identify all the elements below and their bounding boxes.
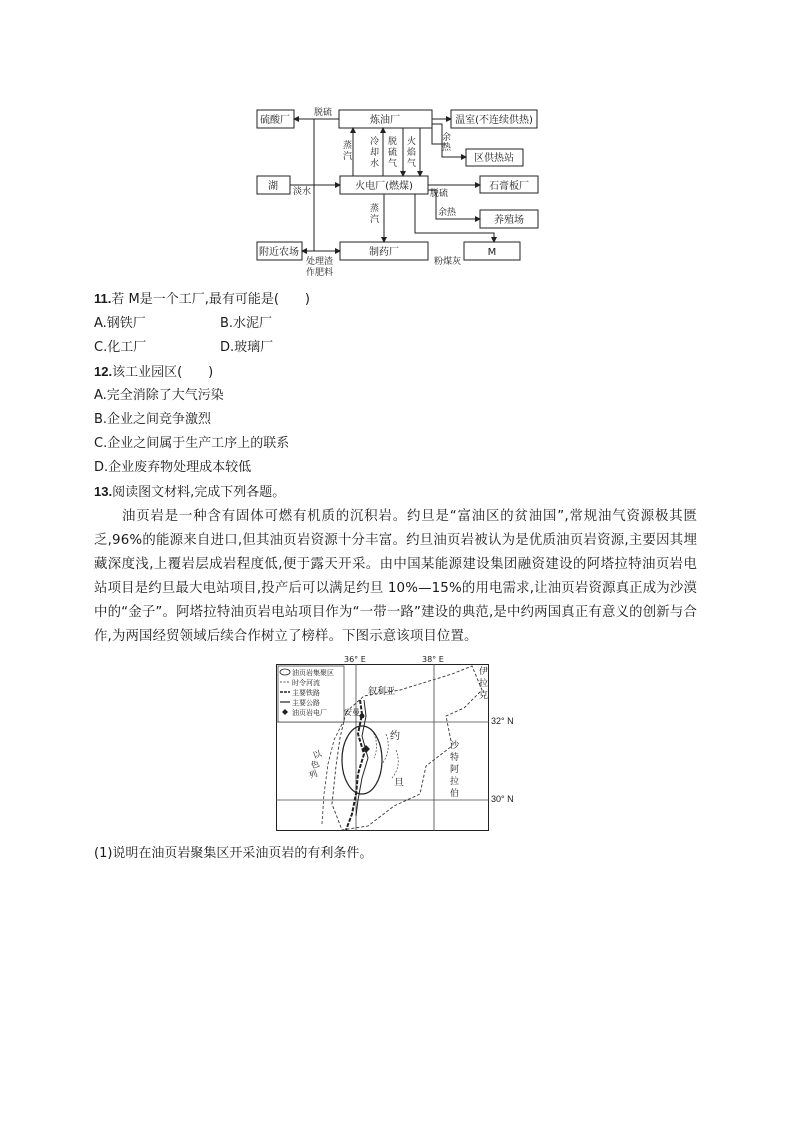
label-fresh-water: 淡水 xyxy=(293,187,312,197)
q11-option-b[interactable]: B.水泥厂 xyxy=(220,316,273,331)
node-sulfuric: 硫酸厂 xyxy=(260,115,290,126)
saudi-label-3: 阿 xyxy=(450,765,460,775)
label-desulfur-gas-3: 气 xyxy=(388,159,398,169)
israel-label-3: 列 xyxy=(307,769,320,782)
label-cooling-3: 水 xyxy=(370,159,380,169)
jordan-location-map xyxy=(276,654,490,832)
node-heating-station: 区供热站 xyxy=(474,153,514,164)
label-desulfur-gas-1: 脱 xyxy=(388,137,398,147)
industrial-park-flow-diagram xyxy=(250,104,550,276)
label-cooling-1: 冷 xyxy=(370,137,380,147)
label-waste-heat-right: 余热 xyxy=(438,208,457,218)
jordan-label-1: 约 xyxy=(390,731,400,742)
node-breeding-farm: 养殖场 xyxy=(494,215,524,226)
label-flare-3: 气 xyxy=(407,159,417,169)
label-steam-left-2: 汽 xyxy=(343,152,353,162)
amman-label: 安曼 xyxy=(344,708,360,717)
q12-option-a[interactable]: A.完全消除了大气污染 xyxy=(94,388,224,403)
q12-stem: 12.该工业园区( ) xyxy=(94,364,214,380)
label-flare-2: 焰 xyxy=(407,148,417,158)
q12-option-d[interactable]: D.企业废弃物处理成本较低 xyxy=(94,460,252,475)
legend-oilshale: 油页岩集聚区 xyxy=(292,669,334,677)
saudi-label-5: 伯 xyxy=(450,789,460,799)
saudi-label-4: 拉 xyxy=(450,777,460,787)
legend-plant: 油页岩电厂 xyxy=(292,709,327,717)
label-desulfur-gas-2: 硫 xyxy=(388,148,398,158)
label-desulfur-top: 脱硫 xyxy=(313,108,333,118)
legend-road: 主要公路 xyxy=(292,699,320,707)
q11-option-c[interactable]: C.化工厂 xyxy=(94,340,147,355)
saudi-label-2: 特 xyxy=(450,753,460,763)
label-steam-bottom-1: 蒸 xyxy=(370,204,380,214)
label-waste-heat-top-2: 热 xyxy=(442,143,452,153)
q12-option-c[interactable]: C.企业之间属于生产工序上的联系 xyxy=(94,436,290,451)
israel-label-1: 以 xyxy=(311,749,324,762)
israel-label-2: 色 xyxy=(309,759,322,772)
jordan-label-2: 旦 xyxy=(394,778,404,789)
label-residue-2: 作肥料 xyxy=(306,268,334,276)
iraq-label-3: 克 xyxy=(479,691,489,701)
q11-stem: 11.若 M是一个工厂,最有可能是( ) xyxy=(94,291,310,307)
node-refinery: 炼油厂 xyxy=(370,115,400,126)
node-gypsum: 石膏板厂 xyxy=(489,181,529,192)
label-waste-heat-top-1: 余 xyxy=(442,133,452,143)
iraq-label-2: 拉 xyxy=(479,679,489,689)
iraq-label-1: 伊 xyxy=(479,667,489,677)
q11-option-d[interactable]: D.玻璃厂 xyxy=(220,340,274,355)
label-flare-1: 火 xyxy=(407,137,417,147)
legend-rail: 主要铁路 xyxy=(292,689,320,697)
saudi-label-1: 沙 xyxy=(450,741,460,751)
node-nearby-farm: 附近农场 xyxy=(259,247,299,258)
lat-32: 32° N xyxy=(491,716,514,726)
label-fly-ash: 粉煤灰 xyxy=(434,257,462,267)
node-m: M xyxy=(487,247,497,258)
lon-36: 36° E xyxy=(344,655,366,664)
label-steam-left-1: 蒸 xyxy=(343,141,353,151)
syria-label: 叙利亚 xyxy=(368,687,396,697)
node-pharma: 制药厂 xyxy=(369,247,399,258)
amman-marker xyxy=(360,714,365,719)
node-power-plant: 火电厂(燃煤) xyxy=(355,181,413,192)
node-lake: 湖 xyxy=(268,181,278,192)
q12-option-b[interactable]: B.企业之间竞争激烈 xyxy=(94,412,212,427)
label-residue-1: 处理渣 xyxy=(306,257,334,267)
node-greenhouse: 温室(不连续供热) xyxy=(455,115,533,126)
lat-30: 30° N xyxy=(491,794,514,804)
lon-38: 38° E xyxy=(422,655,444,664)
q13-sub1: (1)说明在油页岩聚集区开采油页岩的有利条件。 xyxy=(94,846,373,861)
q11-option-a[interactable]: A.钢铁厂 xyxy=(94,316,146,331)
legend-river: 时令河流 xyxy=(292,679,320,687)
q13-stem: 13.阅读图文材料,完成下列各题。 xyxy=(94,484,286,500)
q13-paragraph: 油页岩是一种含有固体可燃有机质的沉积岩。约旦是“富油区的贫油国”,常规油气资源极其匮乏,96%的能源来自进口,但其油页岩资源十分丰富。约旦油页岩被认为是优质油页岩资源,主要因其埋藏深度浅,上覆岩层成岩程度低,便于露天开采。由中国某能源建设集团融资建设的阿塔拉特油页岩电站项目是约旦最大电站项目,投产后可以满足约旦 10%—15%的用电需求,让油页岩资源真正成为沙漠中的“金子”。阿塔拉特油页岩电站项目作为“一带一路”建设的典范,是中约两国真正有意义的创新与合作,为两国经贸领域后续合作树立了榜样。下图示意该项目位置。 xyxy=(94,509,697,644)
label-desulfur-right: 脱硫 xyxy=(430,189,449,199)
label-steam-bottom-2: 汽 xyxy=(370,215,380,225)
label-cooling-2: 却 xyxy=(370,148,380,158)
